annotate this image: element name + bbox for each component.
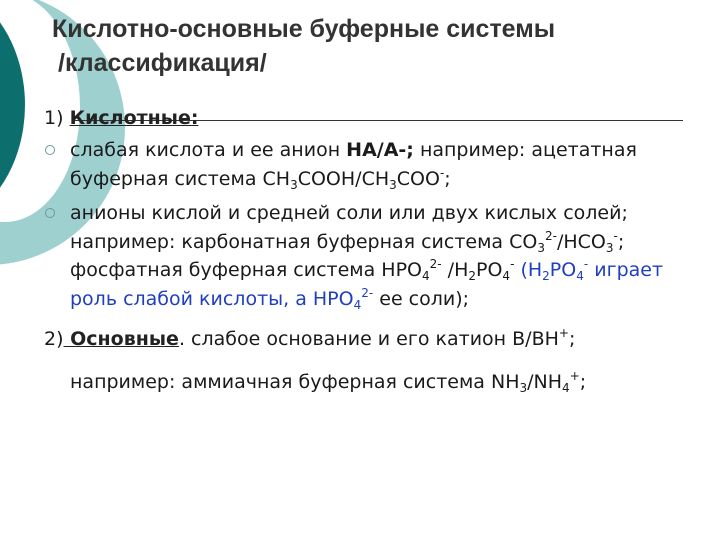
slide-title bbox=[52, 12, 555, 80]
section-2: 2) Основные. слабое основание и его катион В/ВН+; bbox=[44, 326, 576, 350]
bullet-icon bbox=[45, 145, 55, 155]
slide-body bbox=[44, 104, 694, 396]
bullet-icon bbox=[45, 208, 55, 218]
title-line-2: /классификация/ bbox=[58, 49, 267, 77]
list-item: слабая кислота и ее анион НА/А-; например: ацетатная буферная система $СН_3СООН/СН_3СОО^-$; bbox=[44, 136, 694, 193]
section-1-number: 1) bbox=[44, 107, 64, 129]
section-1-header bbox=[44, 104, 694, 132]
list-item: анионы кислой и средней соли или двух кислых солей; например: карбонатная буферная система $СО_3^{2-}/НСО_3^-$; фосфатная буферная система $НРО_4^{2-}$ $/Н_2РО_4^-$ ($Н_2РО_4^-$ играет роль слабой кислоты, а $НРО_4^{2-}$ ее соли); bbox=[44, 199, 694, 313]
title-line-1: Кислотно-основные буферные системы bbox=[52, 15, 556, 43]
section-2-example: например: аммиачная буферная система $NH_3/NH_4^+$; bbox=[70, 368, 587, 395]
section-1-heading: Кислотные: bbox=[69, 107, 199, 129]
blue-note: ($Н_2РО_4^-$ играет роль слабой кислоты, а $НРО_4^{2-}$ bbox=[70, 257, 664, 312]
section-2-number: 2) bbox=[44, 328, 64, 350]
section-2-heading: Основные bbox=[63, 328, 179, 350]
